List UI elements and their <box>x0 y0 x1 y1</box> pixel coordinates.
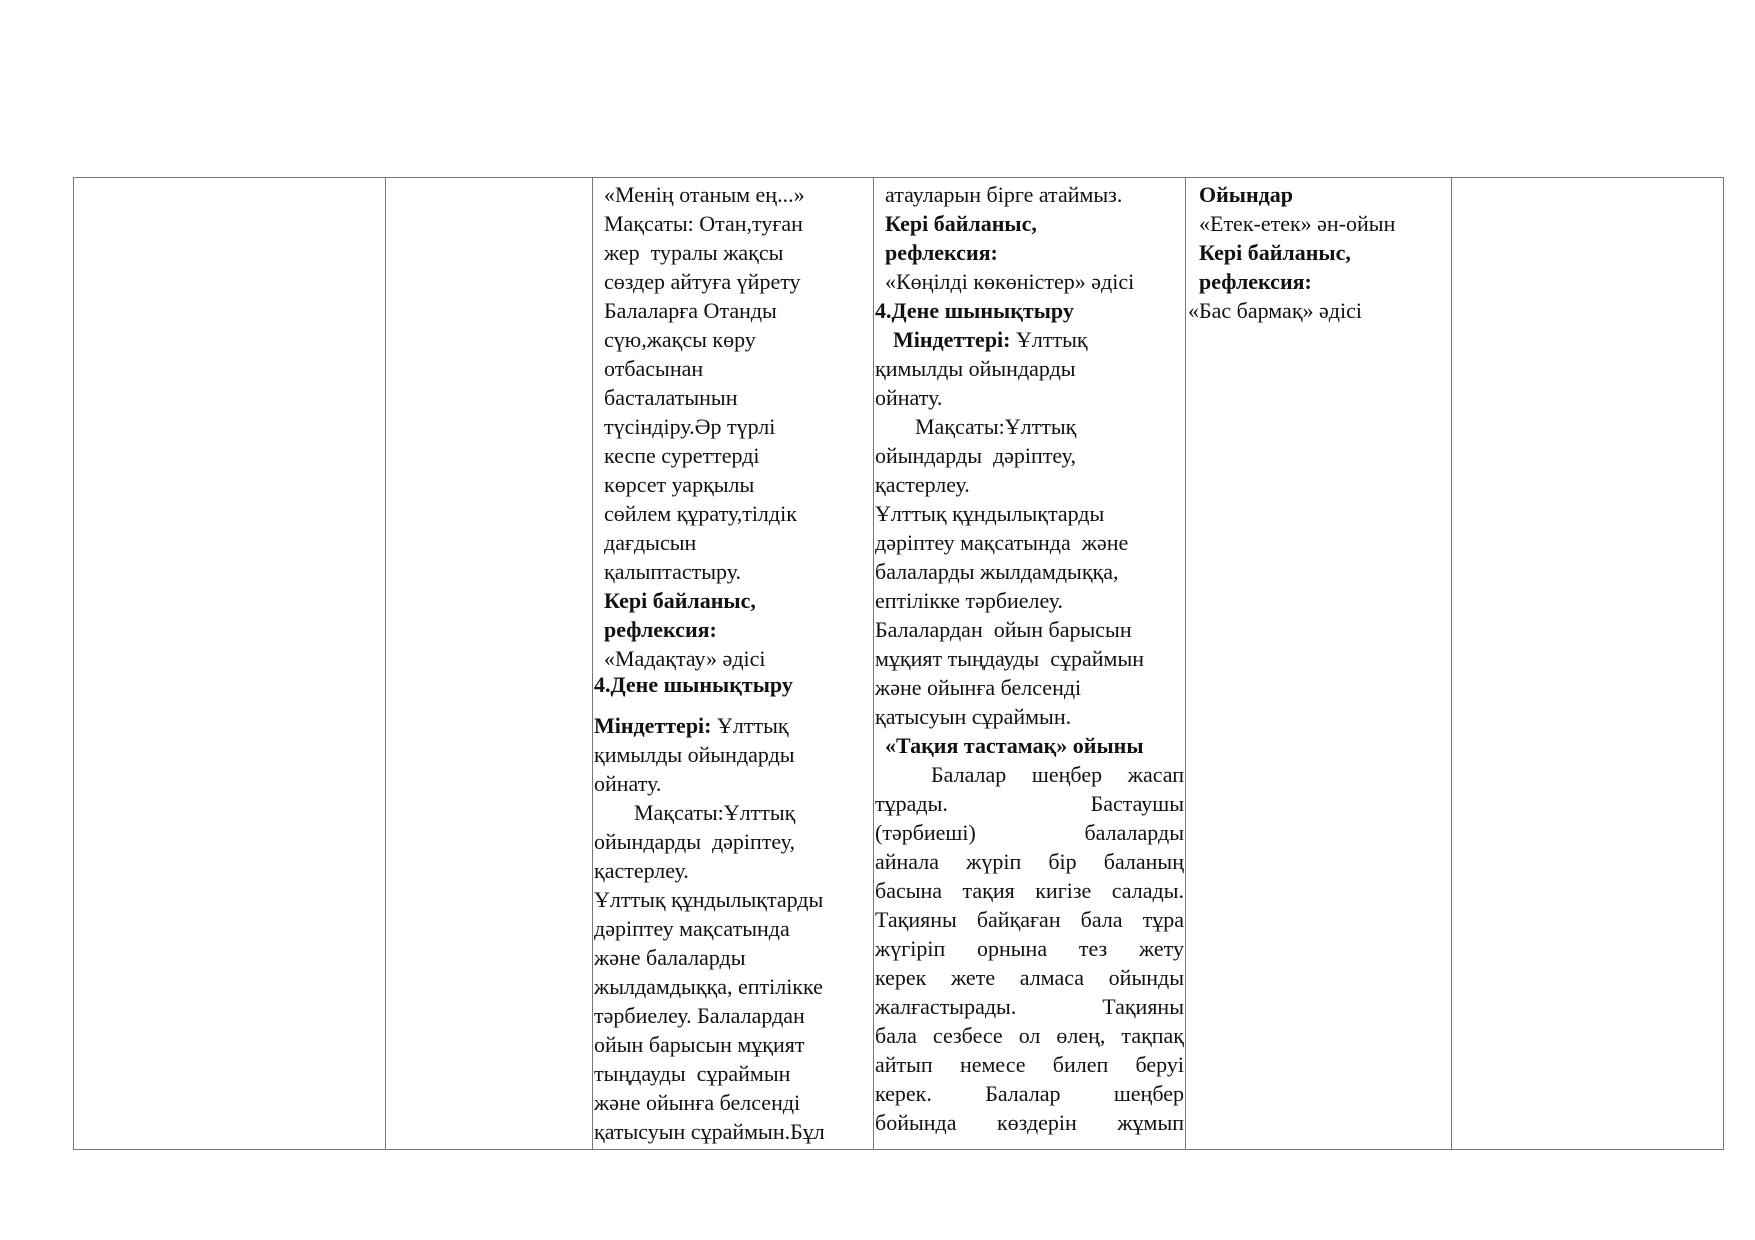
text-line: балаларды жылдамдыққа, <box>875 559 1119 584</box>
table-cell-empty-2 <box>385 178 592 1149</box>
text-line: бала сезбесе ол өлең, тақпақ <box>875 1023 1184 1048</box>
section-heading: 4.Дене шынықтыру <box>594 672 793 697</box>
text-line: қимылды ойындарды <box>594 742 795 767</box>
text-line: қимылды ойындарды <box>875 356 1076 381</box>
text-line: сүю,жақсы көру <box>604 327 756 352</box>
lesson-plan-table <box>73 177 1724 1150</box>
feedback-heading: Кері байланыс, <box>1199 240 1351 265</box>
text-line: тұрады. Бастаушы <box>875 791 1184 816</box>
reflection-heading: рефлексия: <box>885 240 998 265</box>
text-line: (тәрбиеші) балаларды <box>875 820 1184 845</box>
section-heading: 4.Дене шынықтыру <box>875 298 1074 323</box>
text-line: Мақсаты: Отан,туған <box>604 211 803 236</box>
text-line: керек. Балалар шеңбер <box>875 1081 1184 1106</box>
text-line: мұқият тыңдауды сұраймын <box>875 646 1144 671</box>
text-line: сөздер айтуға үйрету <box>604 269 801 294</box>
text-line: басталатынын <box>604 385 738 410</box>
tasks-label: Міндеттері: <box>594 713 712 738</box>
text-line: кеспе суреттерді <box>604 443 760 468</box>
text-line: Ұлттық құндылықтарды <box>875 501 1105 526</box>
text-line: қастерлеу. <box>594 858 689 883</box>
text-line: ептілікке тәрбиелеу. <box>875 588 1064 613</box>
table-cell-col5 <box>1187 178 1450 1149</box>
text-line: Ұлттық құндылықтарды <box>594 887 824 912</box>
text-line <box>875 325 1184 354</box>
text-line: жалғастырады. Тақияны <box>875 994 1184 1019</box>
text-line: және балаларды <box>594 945 746 970</box>
text-line: «Бас бармақ» әдісі <box>1188 298 1362 323</box>
text-line: керек жете алмаса ойынды <box>875 965 1184 990</box>
text-line: сөйлем құрату,тілдік <box>604 501 797 526</box>
text-line: Балалардан ойын барысын <box>875 617 1132 642</box>
column-divider <box>873 178 874 1149</box>
text-line: қалыптастыру. <box>604 559 741 584</box>
text-line <box>875 760 1184 789</box>
table-cell-col3 <box>594 178 872 1149</box>
table-cell-empty-1 <box>74 178 385 1149</box>
text-line: дәріптеу мақсатында <box>594 916 790 941</box>
text-line: түсіндіру.Әр түрлі <box>604 414 776 439</box>
text-line: атауларын бірге атаймыз. <box>885 182 1123 207</box>
text-line: ойнату. <box>594 771 662 796</box>
text-line: жүгіріп орнына тез жету <box>875 936 1184 961</box>
text-line: тыңдауды сұраймын <box>594 1061 791 1086</box>
text-line: тәрбиелеу. Балалардан <box>594 1003 805 1028</box>
text-line: көрсет уарқылы <box>604 472 755 497</box>
col3-physical-ed-block <box>594 670 825 1146</box>
text-line: жылдамдыққа, ептілікке <box>594 974 823 999</box>
text-line: басына тақия кигізе салады. <box>875 878 1184 903</box>
games-heading: Ойындар <box>1199 182 1294 207</box>
table-cell-col4 <box>875 178 1184 1149</box>
text-line: айнала жүріп бір баланың <box>875 849 1184 874</box>
text-line: «Менің отаным ең...» <box>604 182 805 207</box>
text-line: ойын барысын мұқият <box>594 1032 805 1057</box>
text-line: және ойынға белсенді <box>594 1090 801 1115</box>
text-line: «Көңілді көкөністер» әдісі <box>885 269 1135 294</box>
column-divider <box>1451 178 1452 1149</box>
reflection-heading: рефлексия: <box>1199 269 1312 294</box>
text-line: Балаларға Отанды <box>604 298 777 323</box>
text-line: «Мадақтау» әдісі <box>604 646 766 671</box>
feedback-heading: Кері байланыс, <box>604 588 756 613</box>
col4-block <box>875 180 1184 1137</box>
text-line: ойындарды дәріптеу, <box>594 829 795 854</box>
column-divider <box>592 178 593 1149</box>
text-line: қатысуын сұраймын. <box>875 704 1072 729</box>
text-line: Мақсаты:Ұлттық <box>634 800 796 825</box>
tasks-label: Міндеттері: <box>893 327 1011 352</box>
column-divider <box>1185 178 1186 1149</box>
table-cell-empty-6 <box>1453 178 1723 1149</box>
text-line: дәріптеу мақсатында және <box>875 530 1129 555</box>
justified-text: Балалар шеңбер жасап <box>931 762 1184 787</box>
col3-upper-block <box>604 180 805 673</box>
text-line: Тақияны байқаған бала тұра <box>875 907 1184 932</box>
text-line: ойнату. <box>875 385 943 410</box>
text-line: дағдысын <box>604 530 697 555</box>
reflection-heading: рефлексия: <box>604 617 717 642</box>
text-line: ойындарды дәріптеу, <box>875 443 1076 468</box>
col5-block <box>1187 180 1450 325</box>
text-line <box>594 711 825 740</box>
text-line: және ойынға белсенді <box>875 675 1082 700</box>
feedback-heading: Кері байланыс, <box>885 211 1037 236</box>
text-line: қастерлеу. <box>875 472 970 497</box>
game-title: «Тақия тастамақ» ойыны <box>885 733 1144 758</box>
text-line: бойында көздерін жұмып <box>875 1110 1184 1135</box>
text-line: жер туралы жақсы <box>604 240 784 265</box>
text-line: айтып немесе билеп беруі <box>875 1052 1184 1077</box>
tasks-text: Ұлттық <box>1010 327 1088 352</box>
tasks-text: Ұлттық <box>711 713 789 738</box>
text-line: отбасынан <box>604 356 704 381</box>
text-line: «Етек-етек» ән-ойын <box>1199 211 1396 236</box>
text-line: Мақсаты:Ұлттық <box>915 414 1077 439</box>
text-line: қатысуын сұраймын.Бұл <box>594 1119 825 1144</box>
